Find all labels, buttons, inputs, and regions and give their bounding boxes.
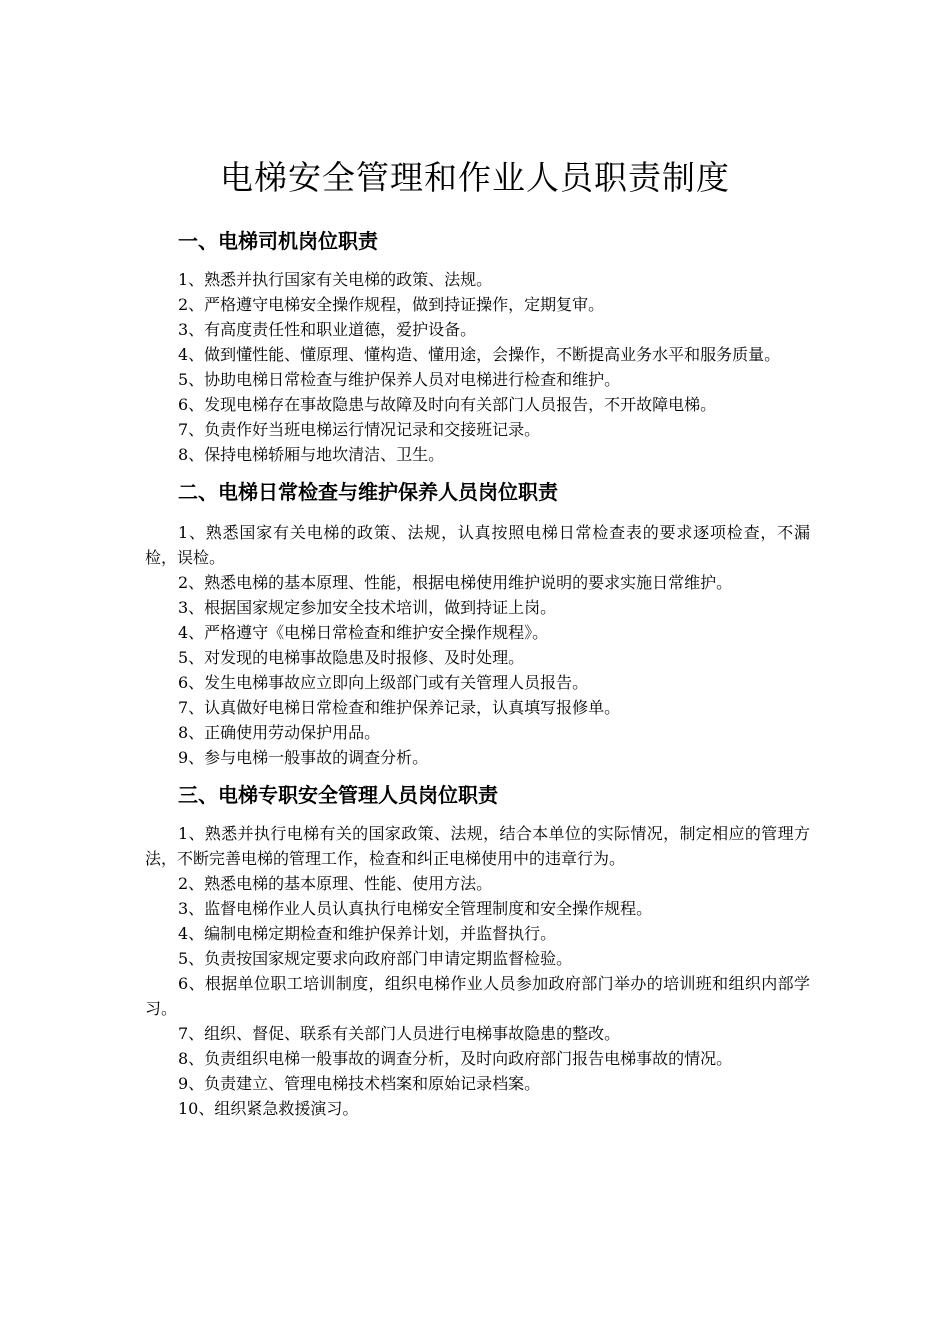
section-maintenance-duties [145,479,810,770]
section-heading: 二、电梯日常检查与维护保养人员岗位职责 [178,480,558,504]
list-item: 7、负责作好当班电梯运行情况记录和交接班记录。 [178,420,541,439]
list-item: 6、根据单位职工培训制度，组织电梯作业人员参加政府部门举办的培训班和组织内部学习。 [145,974,810,1018]
list-item: 6、发生电梯事故应立即向上级部门或有关管理人员报告。 [178,673,589,692]
section-heading: 一、电梯司机岗位职责 [178,229,378,253]
list-item: 7、认真做好电梯日常检查和维护保养记录，认真填写报修单。 [178,698,621,717]
list-item: 5、协助电梯日常检查与维护保养人员对电梯进行检查和维护。 [178,370,621,389]
list-item: 1、熟悉并执行国家有关电梯的政策、法规。 [178,270,493,289]
list-item: 5、负责按国家规定要求向政府部门申请定期监督检验。 [178,949,573,968]
list-item: 8、负责组织电梯一般事故的调查分析，及时向政府部门报告电梯事故的情况。 [178,1049,733,1068]
list-item: 3、监督电梯作业人员认真执行电梯安全管理制度和安全操作规程。 [178,899,653,918]
section-safety-manager-duties [145,782,810,1121]
list-item: 7、组织、督促、联系有关部门人员进行电梯事故隐患的整改。 [178,1024,621,1043]
list-item: 5、对发现的电梯事故隐患及时报修、及时处理。 [178,648,525,667]
list-item: 9、参与电梯一般事故的调查分析。 [178,748,429,767]
list-item: 4、严格遵守《电梯日常检查和维护安全操作规程》。 [178,623,549,642]
list-item: 8、保持电梯轿厢与地坎清洁、卫生。 [178,445,445,464]
list-item: 6、发现电梯存在事故隐患与故障及时向有关部门人员报告，不开故障电梯。 [178,395,717,414]
list-item: 8、正确使用劳动保护用品。 [178,723,381,742]
list-item: 4、做到懂性能、懂原理、懂构造、懂用途，会操作，不断提高业务水平和服务质量。 [178,345,781,364]
list-item: 1、熟悉并执行电梯有关的国家政策、法规，结合本单位的实际情况，制定相应的管理方法，不断完善电梯的管理工作，检查和纠正电梯使用中的违章行为。 [145,824,810,868]
list-item: 2、熟悉电梯的基本原理、性能、使用方法。 [178,874,493,893]
list-item: 3、有高度责任性和职业道德，爱护设备。 [178,320,477,339]
section-heading: 三、电梯专职安全管理人员岗位职责 [178,783,498,807]
document-title: 电梯安全管理和作业人员职责制度 [220,158,730,197]
list-item: 10、组织紧急救援演习。 [178,1099,359,1118]
list-item: 4、编制电梯定期检查和维护保养计划，并监督执行。 [178,924,557,943]
document-body [145,228,810,1121]
list-item: 2、严格遵守电梯安全操作规程，做到持证操作，定期复审。 [178,295,605,314]
list-item: 2、熟悉电梯的基本原理、性能，根据电梯使用维护说明的要求实施日常维护。 [178,573,733,592]
list-item: 3、根据国家规定参加安全技术培训，做到持证上岗。 [178,598,557,617]
section-driver-duties [145,228,810,467]
list-item: 1、熟悉国家有关电梯的政策、法规，认真按照电梯日常检查表的要求逐项检查，不漏检，误检。 [145,523,810,567]
list-item: 9、负责建立、管理电梯技术档案和原始记录档案。 [178,1074,541,1093]
